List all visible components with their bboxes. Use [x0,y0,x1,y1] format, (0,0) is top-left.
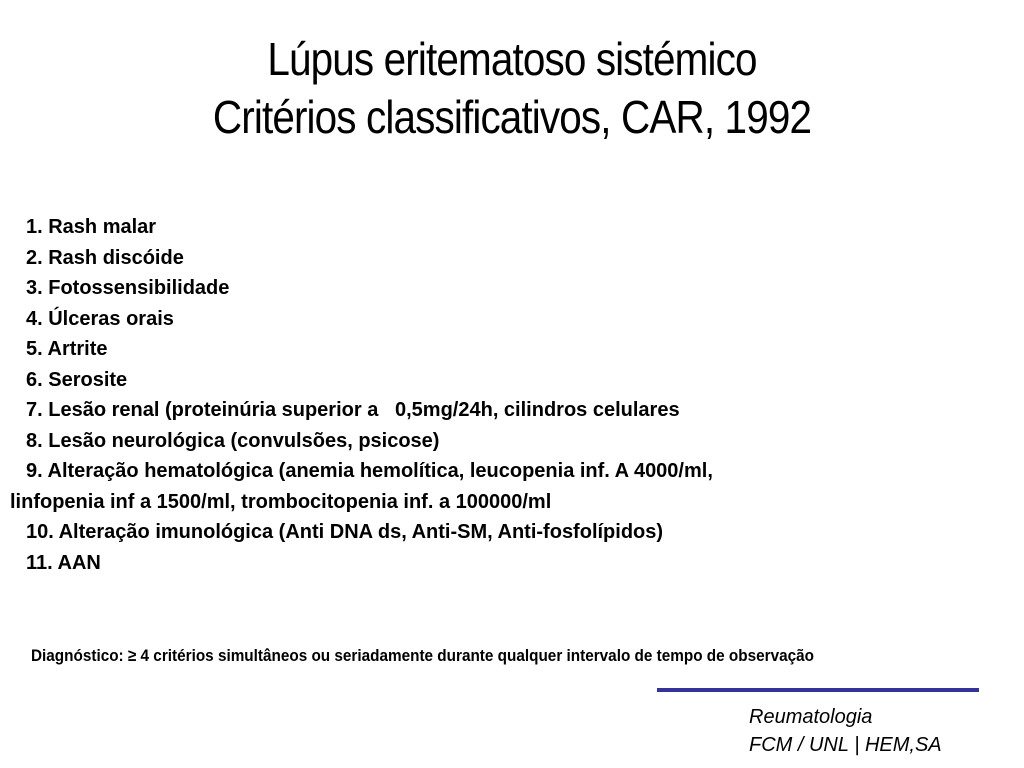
criterion-8: 8. Lesão neurológica (convulsões, psicose) [26,429,440,452]
criterion-4: 4. Úlceras orais [26,307,174,330]
diagnosis-note: Diagnóstico: ≥ 4 critérios simultâneos ou seriadamente durante qualquer intervalo de tempo de observação [31,646,814,665]
criterion-9: 9. Alteração hematológica (anemia hemolítica, leucopenia inf. A 4000/ml, [26,460,713,482]
criterion-10: 10. Alteração imunológica (Anti DNA ds, Anti-SM, Anti-fosfolípidos) [26,521,664,543]
footer-credit [749,703,942,759]
footer-institution: FCM / UNL | HEM,SA [749,734,942,756]
criterion-6: 6. Serosite [26,368,128,391]
criterion-1: 1. Rash malar [26,216,157,238]
title-line-2: Critérios classificativos, CAR, 1992 [212,91,812,143]
criteria-list [10,212,1010,578]
criterion-7: 7. Lesão renal (proteinúria superior a 0,5mg/24h, cilindros celulares [26,399,680,421]
criterion-2: 2. Rash discóide [26,246,184,269]
criterion-5: 5. Artrite [26,338,108,360]
criterion-11: 11. AAN [26,551,101,574]
slide-title [61,30,962,146]
footer-department: Reumatologia [749,706,873,728]
title-line-1: Lúpus eritematoso sistémico [267,33,757,85]
criterion-9-continuation: linfopenia inf a 1500/ml, trombocitopenia inf. a 100000/ml [10,490,552,513]
criterion-3: 3. Fotossensibilidade [26,277,230,299]
footer-divider [657,688,979,692]
